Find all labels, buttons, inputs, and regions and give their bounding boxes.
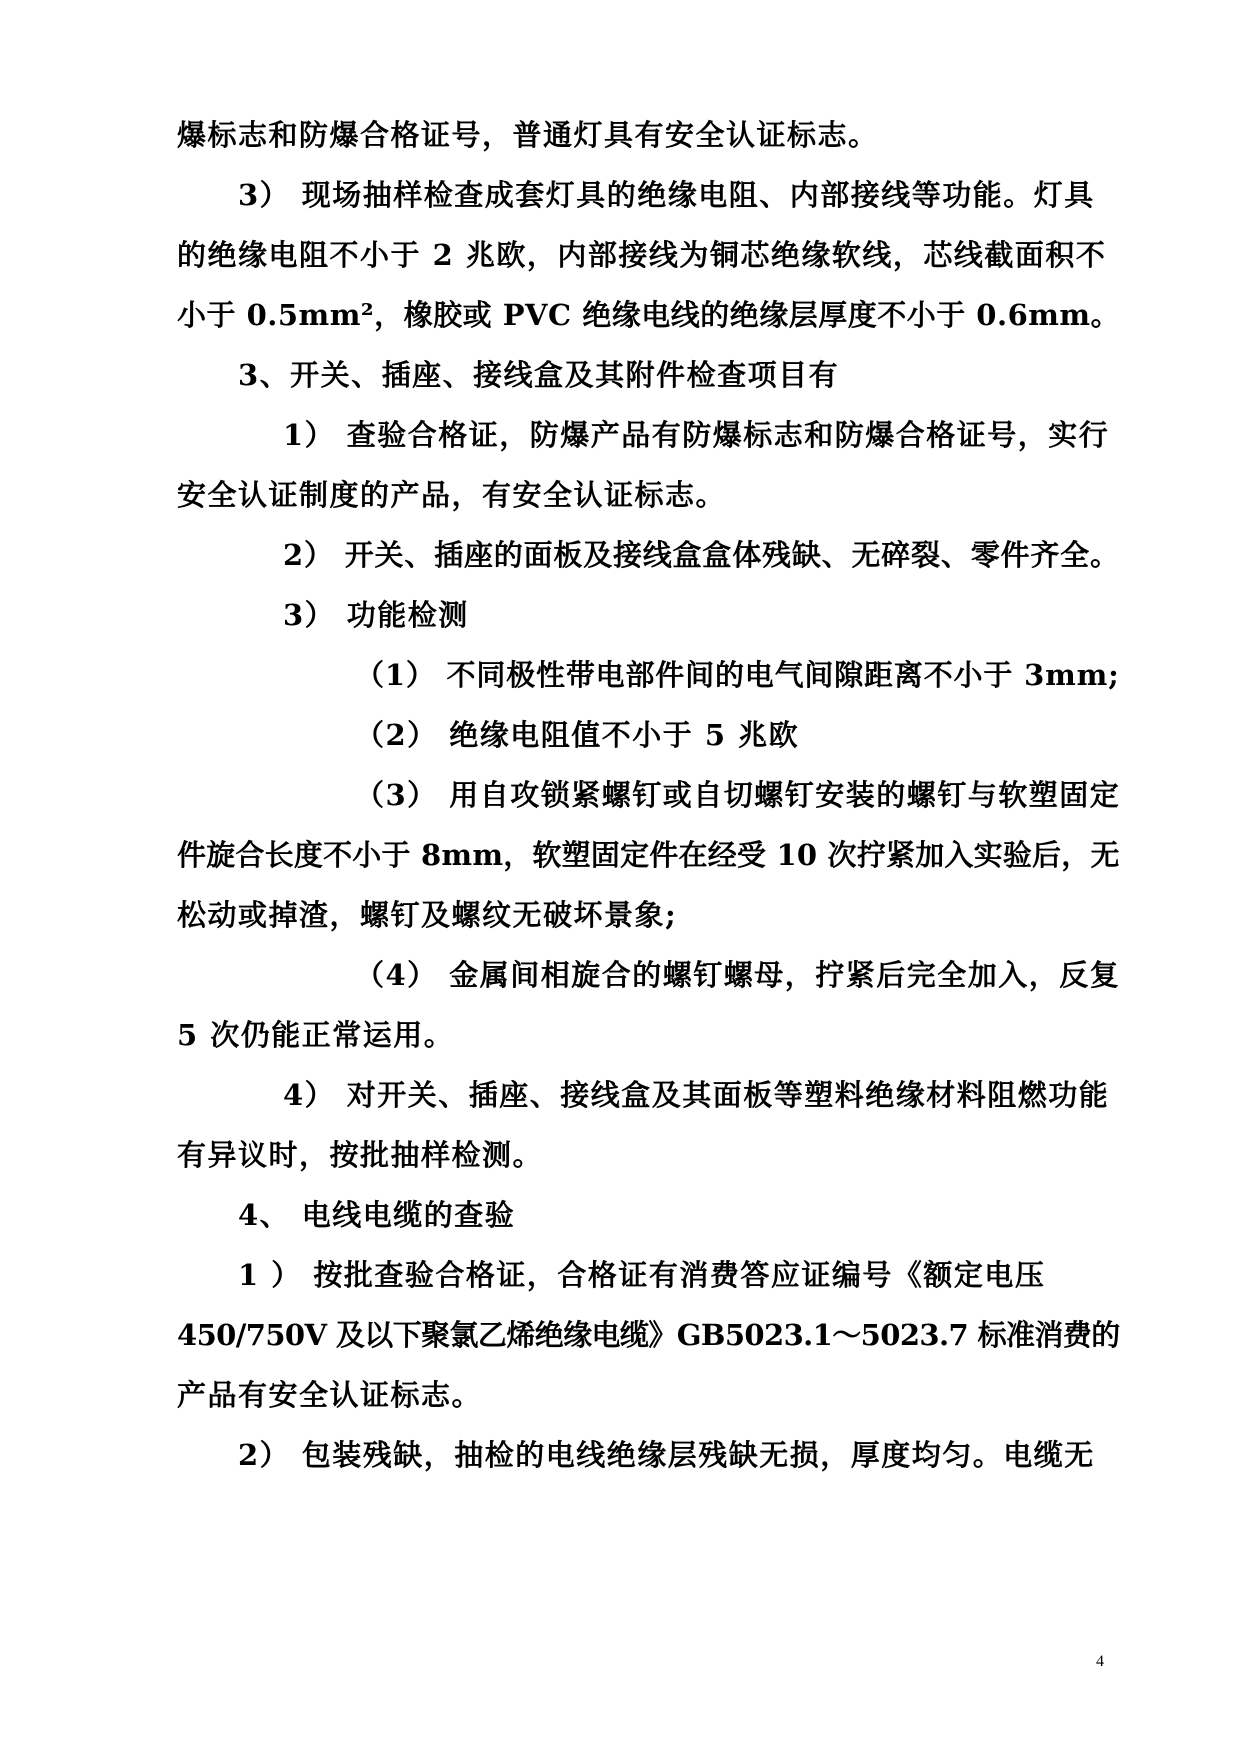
page-number: 4 (1096, 1653, 1104, 1670)
text-line: 2） 开关、插座的面板及接线盒盒体残缺、无碎裂、零件齐全。 (283, 538, 1120, 572)
text-line: 4、 电线电缆的查验 (238, 1198, 516, 1232)
text-line: 5 次仍能正常运用。 (177, 1018, 455, 1052)
text-line: 3） 功能检测 (283, 598, 469, 632)
text-line: 安全认证制度的产品，有安全认证标志。 (177, 478, 727, 512)
text-line: 2） 包装残缺，抽检的电线绝缘层残缺无损，厚度均匀。电缆无 (238, 1438, 1095, 1472)
text-line: 的绝缘电阻不小于 2 兆欧，内部接线为铜芯绝缘软线，芯线截面积不 (177, 238, 1107, 272)
text-line: 3） 现场抽样检查成套灯具的绝缘电阻、内部接线等功能。灯具 (238, 178, 1095, 212)
text-line: （3） 用自攻锁紧螺钉或自切螺钉安装的螺钉与软塑固定 (355, 778, 1121, 812)
text-line: 有异议时，按批抽样检测。 (177, 1138, 544, 1172)
text-line: （4） 金属间相旋合的螺钉螺母，拧紧后完全加入，反复 (355, 958, 1121, 992)
text-line: 1） 查验合格证，防爆产品有防爆标志和防爆合格证号，实行 (283, 418, 1110, 452)
text-line: 小于 0.5mm²，橡胶或 PVC 绝缘电线的绝缘层厚度不小于 0.6mm。 (177, 298, 1121, 332)
text-line: 3、开关、插座、接线盒及其附件检查项目有 (238, 358, 840, 392)
text-line: 4） 对开关、插座、接线盒及其面板等塑料绝缘材料阻燃功能 (283, 1078, 1110, 1112)
text-line: （2） 绝缘电阻值不小于 5 兆欧 (355, 718, 800, 752)
text-line: （1） 不同极性带电部件间的电气间隙距离不小于 3mm; (355, 658, 1120, 692)
text-line: 松动或掉渣，螺钉及螺纹无破坏景象; (177, 898, 678, 932)
text-line: 1 ） 按批查验合格证，合格证有消费答应证编号《额定电压 (238, 1258, 1046, 1292)
text-line: 件旋合长度不小于 8mm，软塑固定件在经受 10 次拧紧加入实验后，无 (177, 838, 1120, 872)
text-line: 产品有安全认证标志。 (177, 1378, 483, 1412)
text-line: 450/750V 及以下聚氯乙烯绝缘电缆》GB5023.1～5023.7 标准消费的 (177, 1318, 1120, 1352)
text-line: 爆标志和防爆合格证号，普通灯具有安全认证标志。 (177, 118, 879, 152)
